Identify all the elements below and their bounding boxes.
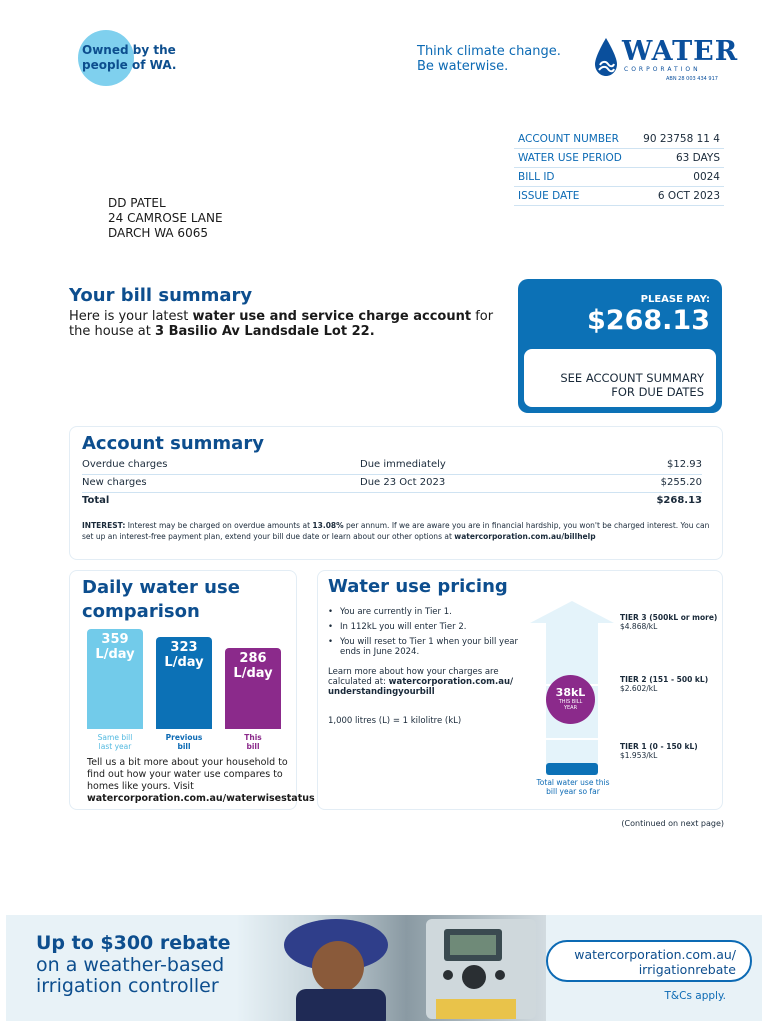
more-info-text: Learn more about how your charges are calculated at: — [328, 667, 499, 687]
footnote-text: Tell us a bit more about your household to find out how your water use compares to homes like yours. Visit — [87, 757, 288, 792]
please-pay-box — [518, 279, 722, 413]
continued-note: (Continued on next page) — [621, 819, 724, 828]
person-with-controller-image — [236, 915, 546, 1021]
pricing-bullet: • In 112kL you will enter Tier 2. — [328, 622, 518, 632]
bar-value: 286 — [239, 651, 267, 666]
usage-sub-line-1: THIS BILL — [558, 699, 583, 705]
bill-help-link[interactable]: watercorporation.com.au/billhelp — [454, 532, 596, 541]
owned-line-2: people of WA. — [82, 58, 177, 72]
summary-row-overdue — [82, 457, 702, 475]
please-pay-amount: $268.13 — [587, 305, 710, 336]
usage-sub-line-2: YEAR — [563, 705, 578, 711]
detail-value: 63 DAYS — [675, 152, 720, 164]
tier-price: $4.868/kL — [620, 622, 658, 631]
bar-unit: L/day — [164, 655, 204, 670]
account-number-row — [514, 130, 724, 149]
total-use-badge — [546, 675, 595, 724]
bar-unit: L/day — [233, 666, 273, 681]
irrigation-rebate-link[interactable] — [546, 940, 752, 982]
interest-rate: 13.08% — [312, 521, 344, 530]
bar-value: 323 — [170, 640, 198, 655]
banner-line-1: on a weather-based — [36, 954, 225, 976]
daily-water-use-card — [69, 570, 315, 810]
summary-item: Overdue charges — [82, 459, 168, 470]
detail-value: 6 OCT 2023 — [657, 190, 720, 202]
bar-previous-bill — [156, 637, 212, 729]
owned-line-1: Owned by the — [82, 43, 176, 57]
summary-item: Total — [82, 495, 110, 506]
banner-subline — [36, 955, 224, 997]
due-dates-note — [524, 371, 704, 399]
detail-value: 90 23758 11 4 — [643, 133, 720, 145]
summary-amount: $268.13 — [656, 495, 702, 506]
customer-name: DD PATEL — [108, 196, 166, 210]
desc-text: Here is your latest — [69, 309, 193, 324]
interest-text: Interest may be charged on overdue amounts at — [125, 521, 313, 530]
terms-conditions[interactable]: T&Cs apply. — [664, 990, 726, 1002]
tagline-line-2: Be waterwise. — [417, 59, 509, 74]
banner-photo — [236, 915, 546, 1021]
tagline-line-1: Think climate change. — [417, 44, 561, 59]
pricing-more-info — [328, 667, 518, 697]
daily-use-footnote — [87, 757, 315, 805]
understanding-bill-link[interactable]: watercorporation.com.au/ understandingyourbill — [328, 677, 514, 697]
waterwise-status-link[interactable]: watercorporation.com.au/waterwisestatus — [87, 793, 315, 804]
address-line-1: 24 CAMROSE LANE — [108, 211, 223, 225]
desc-property-address: 3 Basilio Av Landsdale Lot 22. — [155, 324, 375, 339]
please-pay-label: PLEASE PAY: — [640, 294, 710, 305]
tier-name: TIER 3 (500kL or more) — [620, 613, 718, 622]
bar-label-line-2: last year — [98, 742, 132, 751]
detail-label: ACCOUNT NUMBER — [518, 133, 619, 145]
interest-label: INTEREST: — [82, 521, 126, 530]
bill-summary-title: Your bill summary — [69, 285, 253, 306]
bar-same-bill-last-year — [87, 629, 143, 729]
bar-label-line-1: Previous — [165, 733, 203, 742]
pricing-bullet: • You are currently in Tier 1. — [328, 607, 518, 617]
total-label-line-2: bill year so far — [546, 787, 600, 796]
water-use-pricing-card — [317, 570, 723, 810]
daily-title-line-1: Daily water use — [82, 577, 240, 598]
detail-label: BILL ID — [518, 171, 555, 183]
account-summary-card — [69, 426, 723, 560]
daily-title-line-2: comparison — [82, 601, 200, 622]
link-line-2: irrigationrebate — [638, 962, 736, 977]
tier-1 — [620, 742, 698, 760]
banner-headline: Up to $300 rebate — [36, 932, 231, 954]
bar-label-line-2: bill — [177, 742, 191, 751]
daily-use-title — [82, 576, 240, 624]
water-logo-wordmark: WATER — [622, 36, 739, 67]
bar-label-this-bill — [225, 733, 281, 751]
water-drop-logo-icon — [593, 36, 619, 78]
tier-price: $2.602/kL — [620, 684, 658, 693]
pricing-bullets — [328, 607, 518, 662]
bill-summary-description — [69, 309, 499, 339]
issue-date-row — [514, 187, 724, 206]
summary-row-new-charges — [82, 475, 702, 493]
bar-value: 359 — [101, 632, 129, 647]
summary-due: Due 23 Oct 2023 — [360, 477, 446, 488]
bar-label-line-1: This — [244, 733, 262, 742]
detail-label: ISSUE DATE — [518, 190, 580, 202]
summary-amount: $12.93 — [667, 459, 702, 470]
unit-conversion: 1,000 litres (L) = 1 kilolitre (kL) — [328, 716, 462, 726]
summary-item: New charges — [82, 477, 147, 488]
bar-this-bill — [225, 648, 281, 729]
tier-name: TIER 1 (0 - 150 kL) — [620, 742, 698, 751]
owned-by-people-text — [82, 43, 176, 73]
account-details-table — [514, 130, 724, 206]
total-label-line-1: Total water use this — [536, 778, 610, 787]
desc-account-type: water use and service charge account — [192, 309, 472, 324]
account-summary-title: Account summary — [82, 433, 264, 454]
summary-due: Due immediately — [360, 459, 446, 470]
bar-label-line-1: Same bill — [97, 733, 133, 742]
banner-line-2: irrigation controller — [36, 975, 219, 997]
total-use-label — [528, 778, 618, 796]
pricing-title: Water use pricing — [328, 576, 508, 597]
bar-unit: L/day — [95, 647, 135, 662]
detail-label: WATER USE PERIOD — [518, 152, 622, 164]
due-note-line-2: FOR DUE DATES — [611, 385, 704, 399]
address-line-2: DARCH WA 6065 — [108, 226, 208, 240]
pricing-bullet: • You will reset to Tier 1 when your bill year ends in June 2024. — [328, 637, 518, 657]
due-dates-note-box — [524, 349, 716, 407]
tier-price: $1.953/kL — [620, 751, 658, 760]
water-use-period-row — [514, 149, 724, 168]
usage-value: 38kL — [555, 686, 586, 699]
abn-number: ABN 28 003 434 917 — [666, 76, 718, 82]
summary-row-total — [82, 493, 702, 511]
due-note-line-1: SEE ACCOUNT SUMMARY — [560, 371, 704, 385]
interest-notice — [82, 520, 712, 542]
tier-name: TIER 2 (151 - 500 kL) — [620, 675, 709, 684]
desc-text: for the house at — [69, 309, 494, 339]
tier-2 — [620, 675, 708, 693]
tier-3 — [620, 613, 717, 631]
detail-value: 0024 — [693, 171, 720, 183]
mailing-address — [108, 196, 223, 241]
climate-tagline — [417, 44, 561, 74]
bar-label-last-year — [87, 733, 143, 751]
bar-label-previous — [156, 733, 212, 751]
bar-label-line-2: bill — [246, 742, 260, 751]
corporation-wordmark: CORPORATION — [624, 66, 701, 73]
link-line-1: watercorporation.com.au/ — [574, 947, 736, 962]
interest-text: per annum. If we are aware you are in financial hardship, you won't be charged interest. You can set up an interest-free payment plan, extend your bill due date or learn about our other options at — [82, 521, 710, 541]
bill-id-row — [514, 168, 724, 187]
rebate-banner — [6, 915, 762, 1021]
summary-amount: $255.20 — [660, 477, 702, 488]
